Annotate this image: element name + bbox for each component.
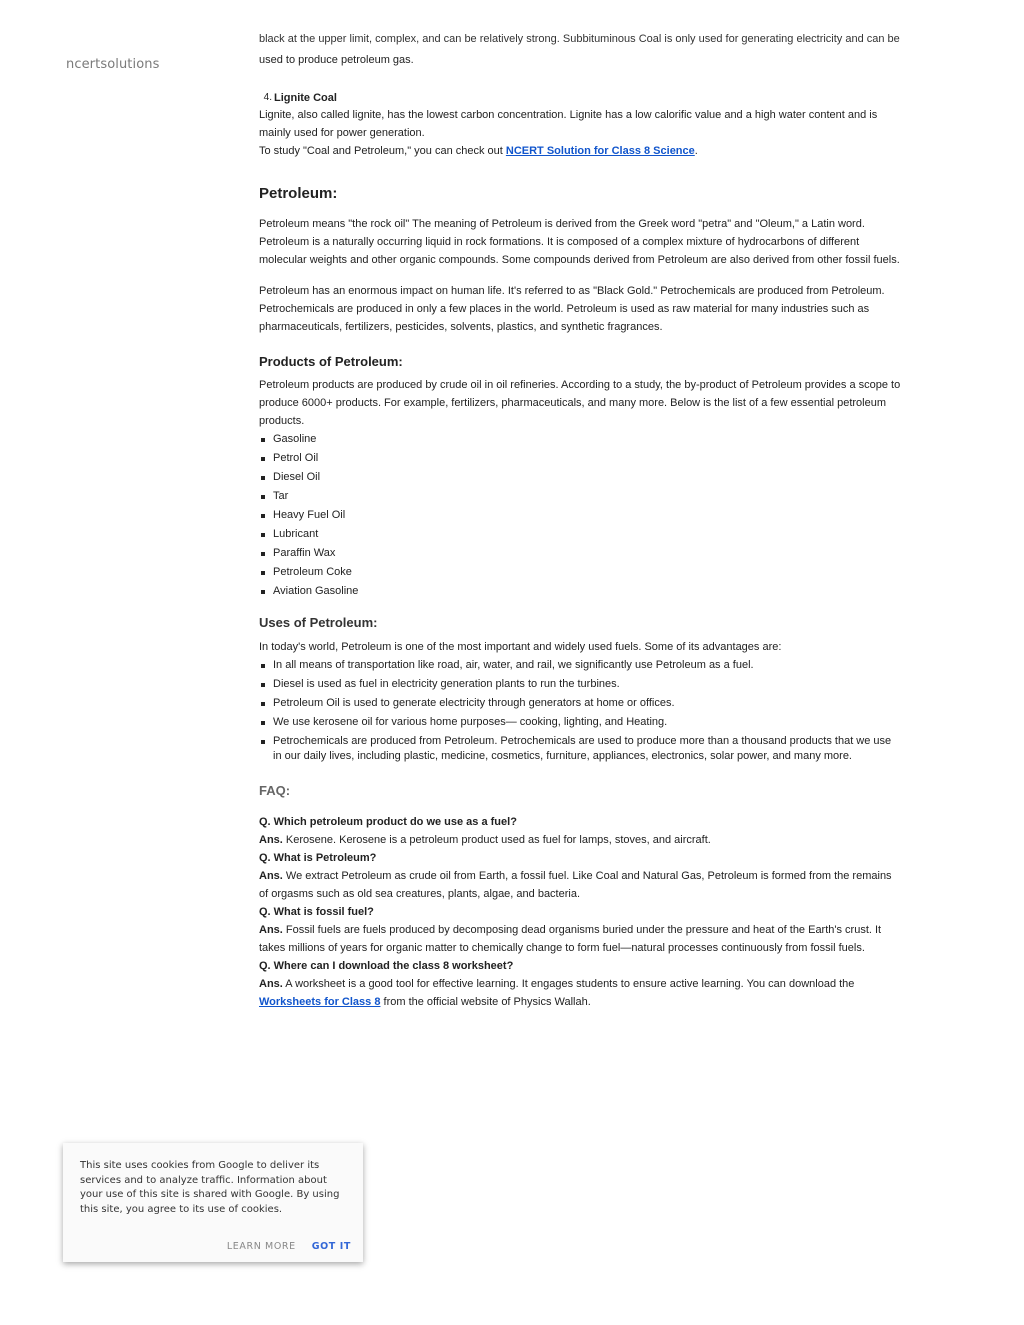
list-item: Aviation Gasoline (259, 584, 901, 599)
cookie-banner (63, 1143, 363, 1262)
got-it-button[interactable]: GOT IT (311, 1241, 351, 1252)
study-prefix: To study "Coal and Petroleum," you can check out (259, 145, 506, 157)
faq-answer (259, 831, 901, 849)
site-name[interactable]: ncertsolutions (66, 57, 160, 72)
list-item: Petrochemicals are produced from Petroleum. Petrochemicals are used to produce more than a thousand products that we use in our daily lives, including plastic, medicine, cosmetics, furniture, appliances, electronics, solar power, and many more. (259, 734, 901, 764)
faq-question: Q. What is Petroleum? (259, 852, 377, 864)
list-item: Diesel Oil (259, 470, 901, 485)
list-item: Petroleum Coke (259, 565, 901, 580)
study-suffix: . (694, 145, 698, 157)
faq-answer-text: A worksheet is a good tool for effective learning. It engages students to ensure active learning. You can download the (282, 978, 855, 990)
ans-label: Ans. (259, 834, 283, 846)
worksheets-link[interactable]: Worksheets for Class 8 (259, 996, 381, 1008)
products-intro: Petroleum products are produced by crude oil in oil refineries. According to a study, the by-product of Petroleum provides a scope to produce 6000+ products. For example, fertilizers, pharmaceuticals, and many more. Below is the list of a few essential petroleum products. (259, 379, 901, 427)
faq-answer (259, 867, 901, 903)
products-list (259, 432, 901, 599)
faq-answer (259, 975, 901, 1011)
cutoff-text (259, 34, 901, 46)
faq-question: Q. Where can I download the class 8 worksheet? (259, 960, 514, 972)
petroleum-para-1: Petroleum means "the rock oil" The meaning of Petroleum is derived from the Greek word "petra" and "Oleum," a Latin word. Petroleum is a naturally occurring liquid in rock formations. It is composed of a complex mixture of hydrocarbons of different molecular weights and other organic compounds. Some compounds derived from Petroleum are also derived from other fossil fuels. (259, 218, 900, 266)
cutoff-line: black at the upper limit, complex, and can be relatively strong. Subbituminous Coal is only used for generating electricity and can be (259, 34, 900, 45)
ncert-solution-link[interactable]: NCERT Solution for Class 8 Science (505, 145, 695, 157)
petroleum-heading: Petroleum: (259, 185, 338, 202)
faq-answer-text: Kerosene. Kerosene is a petroleum product used as fuel for lamps, stoves, and aircraft. (282, 834, 711, 846)
products-heading: Products of Petroleum: (259, 354, 403, 369)
faq-answer-text: Fossil fuels are fuels produced by decomposing dead organisms buried under the pressure and heat of the Earth's crust. It takes millions of years for organic matter to chemically change to form fuel—natural processes continuously from fossil fuels. (259, 924, 882, 954)
faq-heading: FAQ: (259, 783, 291, 798)
list-item: We use kerosene oil for various home purposes— cooking, lighting, and Heating. (259, 715, 901, 730)
lignite-title: Lignite Coal (274, 92, 337, 104)
list-item: Lubricant (259, 527, 901, 542)
list-number: 4. (263, 92, 272, 103)
list-item: Heavy Fuel Oil (259, 508, 901, 523)
petroleum-para-2: Petroleum has an enormous impact on human life. It's referred to as "Black Gold." Petrochemicals are produced from Petroleum. Petrochemicals are produced in only a few places in the world. Petroleum is used as raw material for many industries such as pharmaceuticals, fertilizers, pesticides, solvents, plastics, and synthetic fragrances. (259, 285, 885, 333)
ans-label: Ans. (259, 924, 283, 936)
uses-heading: Uses of Petroleum: (259, 615, 378, 630)
ans-label: Ans. (259, 870, 283, 882)
faq-question: Q. What is fossil fuel? (259, 906, 374, 918)
cookie-actions (227, 1241, 351, 1252)
uses-list (259, 658, 901, 764)
faq-answer-suffix: from the official website of Physics Wallah. (380, 996, 591, 1008)
list-item: Gasoline (259, 432, 901, 447)
list-item: Petroleum Oil is used to generate electricity through generators at home or offices. (259, 696, 901, 711)
list-item: In all means of transportation like road, air, water, and rail, we significantly use Petroleum as a fuel. (259, 658, 901, 673)
faq-question: Q. Which petroleum product do we use as a fuel? (259, 816, 517, 828)
intro-continued: used to produce petroleum gas. (259, 54, 414, 66)
study-line (259, 142, 901, 160)
list-item: Paraffin Wax (259, 546, 901, 561)
learn-more-button[interactable]: LEARN MORE (226, 1241, 296, 1252)
faq-answer (259, 921, 901, 957)
lignite-item (259, 89, 901, 107)
cookie-message: This site uses cookies from Google to deliver its services and to analyze traffic. Information about your use of this site is shared with Google. By using this site, you agree to its use of cookies. (80, 1160, 340, 1215)
article-content (259, 34, 901, 1011)
list-item: Tar (259, 489, 901, 504)
list-item: Petrol Oil (259, 451, 901, 466)
uses-intro: In today's world, Petroleum is one of the most important and widely used fuels. Some of its advantages are: (259, 641, 782, 653)
list-item: Diesel is used as fuel in electricity generation plants to run the turbines. (259, 677, 901, 692)
ans-label: Ans. (259, 978, 283, 990)
faq-answer-text: We extract Petroleum as crude oil from Earth, a fossil fuel. Like Coal and Natural Gas, Petroleum is formed from the remains of orgasms such as old sea creatures, plants, algae, and bacteria. (259, 870, 892, 900)
lignite-text: Lignite, also called lignite, has the lowest carbon concentration. Lignite has a low calorific value and a high water content and is mainly used for power generation. (259, 109, 878, 139)
